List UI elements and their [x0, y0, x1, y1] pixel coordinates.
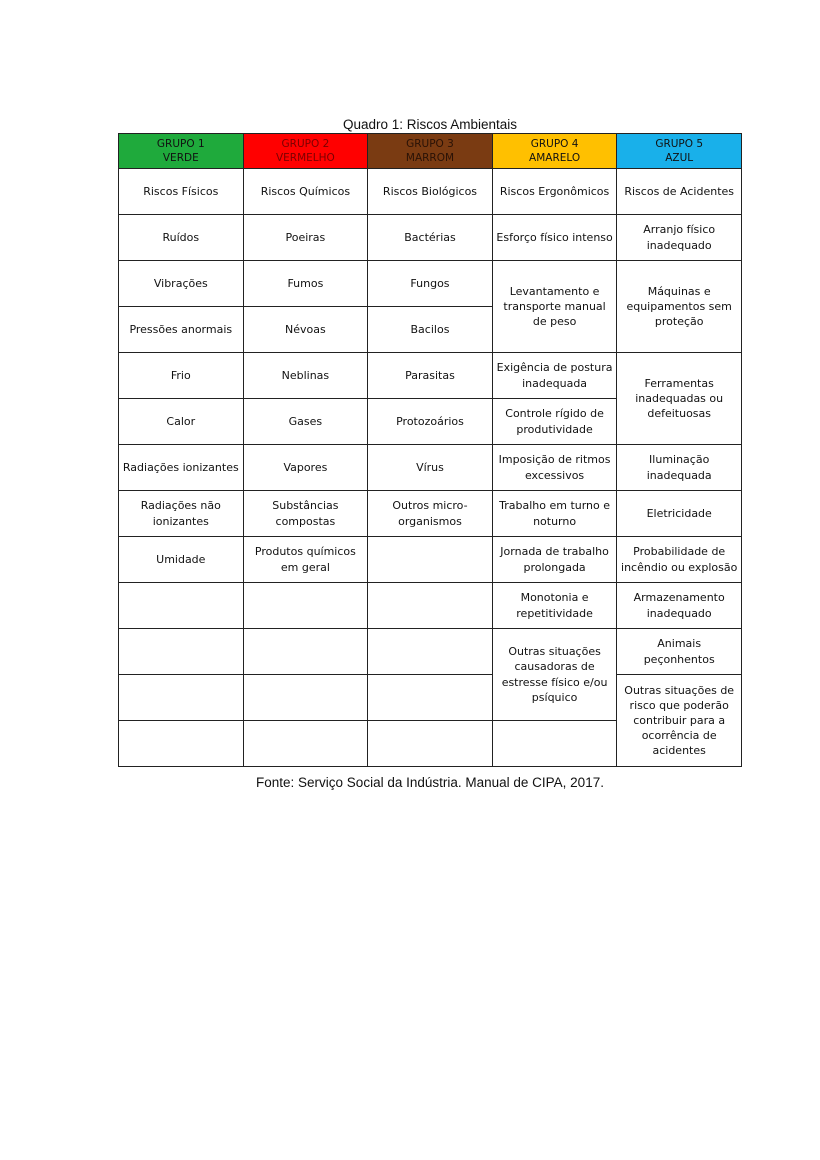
table-row [119, 675, 742, 721]
table-row [119, 491, 742, 537]
risk-cell-ergonomico: Levantamento e transporte manual de peso [492, 261, 617, 353]
risk-cell-biologico: Parasitas [368, 353, 493, 399]
category-cell: Riscos Ergonômicos [492, 169, 617, 215]
table-row [119, 583, 742, 629]
risk-cell-quimico: Substâncias compostas [243, 491, 368, 537]
risk-cell-acidente: Animais peçonhentos [617, 629, 742, 675]
risk-cell-ergonomico: Jornada de trabalho prolongada [492, 537, 617, 583]
risk-cell-fisico: Vibrações [119, 261, 244, 307]
risk-cell-fisico: Umidade [119, 537, 244, 583]
risk-cell-acidente: Eletricidade [617, 491, 742, 537]
empty-cell [368, 583, 493, 629]
risk-cell-fisico: Calor [119, 399, 244, 445]
risk-cell-biologico: Protozoários [368, 399, 493, 445]
group-color-name: VERDE [162, 152, 199, 164]
empty-cell [492, 721, 617, 767]
risk-cell-acidente: Armazenamento inadequado [617, 583, 742, 629]
risk-cell-fisico: Ruídos [119, 215, 244, 261]
category-cell: Riscos de Acidentes [617, 169, 742, 215]
table-row [119, 629, 742, 675]
group-number: GRUPO 4 [530, 137, 579, 150]
risk-cell-acidente: Iluminação inadequada [617, 445, 742, 491]
risk-cell-quimico: Produtos químicos em geral [243, 537, 368, 583]
table-row [119, 261, 742, 307]
empty-cell [368, 629, 493, 675]
risk-cell-biologico: Outros micro-organismos [368, 491, 493, 537]
group-color-name: VERMELHO [275, 152, 335, 164]
group-color-name: AZUL [665, 152, 694, 164]
risk-cell-ergonomico: Esforço físico intenso [492, 215, 617, 261]
risk-cell-fisico: Frio [119, 353, 244, 399]
group-header-5 [617, 134, 742, 169]
risk-cell-quimico: Névoas [243, 307, 368, 353]
empty-cell [119, 583, 244, 629]
risk-cell-acidente: Máquinas e equipamentos sem proteção [617, 261, 742, 353]
risk-cell-quimico: Vapores [243, 445, 368, 491]
group-header-4 [492, 134, 617, 169]
risk-cell-ergonomico: Controle rígido de produtividade [492, 399, 617, 445]
group-color-name: AMARELO [529, 152, 581, 164]
empty-cell [243, 721, 368, 767]
table-source: Fonte: Serviço Social da Indústria. Manual de CIPA, 2017. [256, 775, 604, 790]
risk-cell-ergonomico: Outras situações causadoras de estresse físico e/ou psíquico [492, 629, 617, 721]
risk-cell-biologico: Fungos [368, 261, 493, 307]
table-row [119, 353, 742, 399]
empty-cell [368, 537, 493, 583]
risk-cell-acidente: Outras situações de risco que poderão contribuir para a ocorrência de acidentes [617, 675, 742, 767]
group-number: GRUPO 3 [406, 137, 454, 150]
risk-table [118, 133, 742, 767]
group-header-2 [243, 134, 368, 169]
risk-cell-fisico: Pressões anormais [119, 307, 244, 353]
table-row [119, 537, 742, 583]
empty-cell [119, 675, 244, 721]
empty-cell [119, 629, 244, 675]
risk-cell-acidente: Ferramentas inadequadas ou defeituosas [617, 353, 742, 445]
empty-cell [243, 583, 368, 629]
group-header-1 [119, 134, 244, 169]
risk-cell-fisico: Radiações ionizantes [119, 445, 244, 491]
risk-cell-ergonomico: Trabalho em turno e noturno [492, 491, 617, 537]
group-number: GRUPO 1 [156, 137, 205, 150]
risk-cell-ergonomico: Imposição de ritmos excessivos [492, 445, 617, 491]
risk-cell-quimico: Gases [243, 399, 368, 445]
category-cell: Riscos Biológicos [368, 169, 493, 215]
risk-cell-biologico: Bactérias [368, 215, 493, 261]
empty-cell [368, 675, 493, 721]
table-row [119, 215, 742, 261]
group-header-3 [368, 134, 493, 169]
category-cell: Riscos Físicos [119, 169, 244, 215]
risk-cell-acidente: Probabilidade de incêndio ou explosão [617, 537, 742, 583]
empty-cell [119, 721, 244, 767]
risk-cell-acidente: Arranjo físico inadequado [617, 215, 742, 261]
risk-cell-ergonomico: Monotonia e repetitividade [492, 583, 617, 629]
category-row [119, 169, 742, 215]
risk-cell-quimico: Fumos [243, 261, 368, 307]
table-row [119, 445, 742, 491]
group-number: GRUPO 5 [655, 137, 704, 150]
empty-cell [243, 675, 368, 721]
risk-cell-quimico: Neblinas [243, 353, 368, 399]
empty-cell [243, 629, 368, 675]
empty-cell [368, 721, 493, 767]
risk-cell-biologico: Vírus [368, 445, 493, 491]
risk-cell-fisico: Radiações não ionizantes [119, 491, 244, 537]
table-caption: Quadro 1: Riscos Ambientais [342, 117, 518, 132]
header-row [119, 134, 742, 169]
category-cell: Riscos Químicos [243, 169, 368, 215]
risk-cell-ergonomico: Exigência de postura inadequada [492, 353, 617, 399]
risk-cell-biologico: Bacilos [368, 307, 493, 353]
group-color-name: MARROM [405, 152, 455, 164]
risk-cell-quimico: Poeiras [243, 215, 368, 261]
group-number: GRUPO 2 [281, 137, 330, 150]
